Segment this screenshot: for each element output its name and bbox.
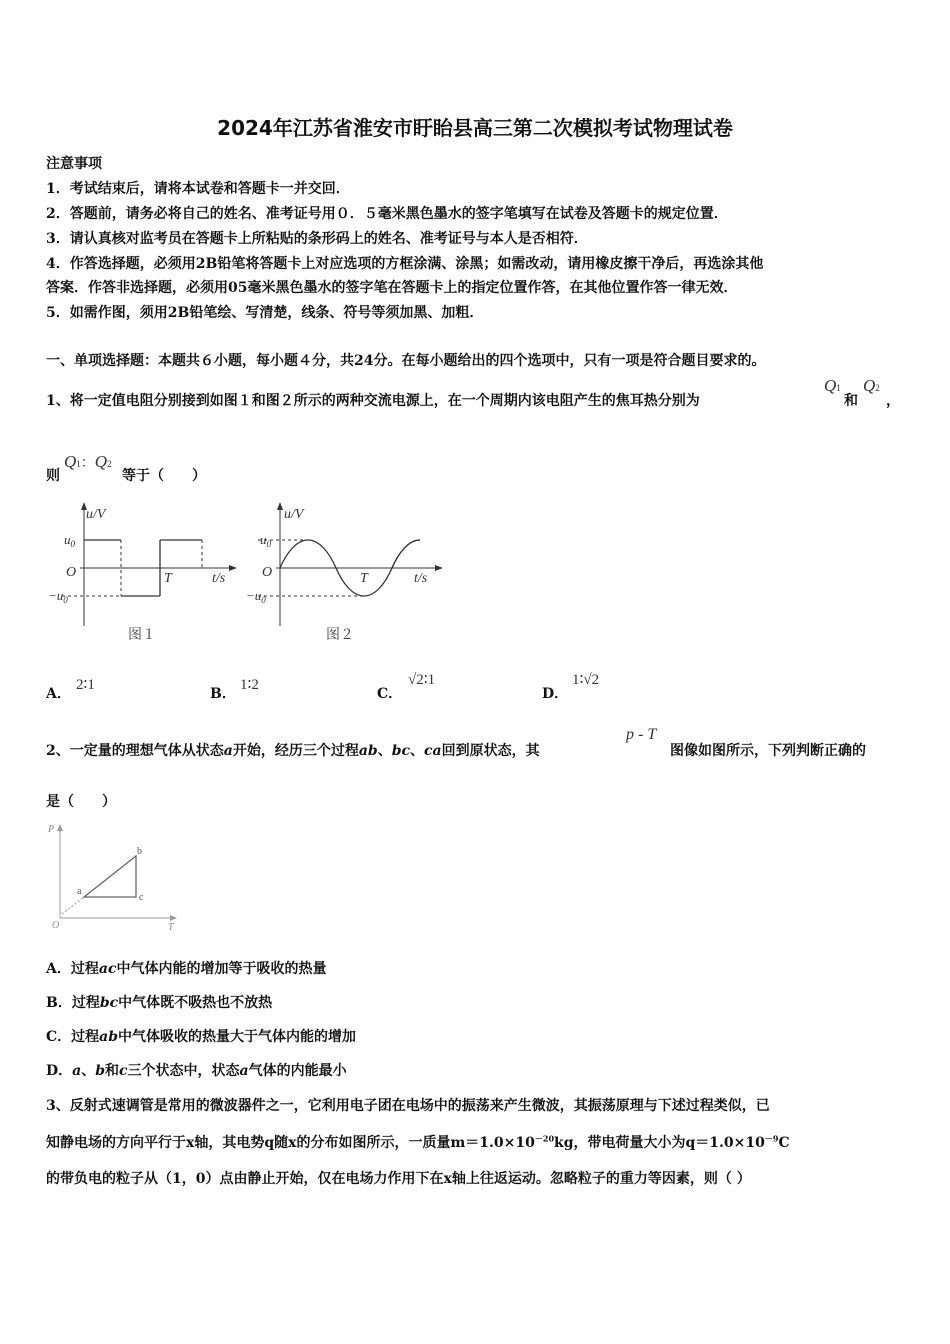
page-title: 2024年江苏省淮安市盱眙县高三第二次模拟考试物理试卷 [217,116,733,140]
q2-stem-end: 图像如图所示，下列判断正确的 [670,743,866,759]
fig1-origin-label: O [66,565,77,580]
notice-item-2: 2．答题前，请务必将自己的姓名、准考证号用０．５毫米黑色墨水的签字笔填写在试卷及答题卡的规定位置． [46,206,728,222]
fig1-x-label: t/s [212,571,226,586]
q1-and: 和 [844,393,858,409]
fig2-x-label: t/s [414,571,428,586]
q3-stem-line1: 3、反射式速调管是常用的微波器件之一，它利用电子团在电场中的振荡来产生微波，其振荡原理与下述过程类似，已 [46,1098,770,1114]
q2-option-D[interactable]: D．a、b和c三个状态中，状态a气体的内能最小 [46,1063,347,1079]
q2-graph-c-label: c [139,892,144,903]
notice-item-4-cont: 答案．作答非选择题，必须用05毫米黑色墨水的签字笔在答题卡上的指定位置作答，在其他位置作答一律无效． [46,280,738,296]
q2-graph-a-label: a [77,886,82,897]
q2-stem-line2: 是（ ） [46,794,116,810]
notice-item-5: 5．如需作图，须用2B铅笔绘、写清楚，线条、符号等须加黑、加粗． [46,305,484,321]
q1-option-B-label[interactable]: B． [210,686,236,702]
figure-2-caption: 图２ [326,627,354,643]
q1-symbol-Q2: Q2 [863,376,880,395]
fig1-y-label: u/V [86,507,106,522]
notice-heading: 注意事项 [46,156,102,172]
q1-option-A-value: 2∶1 [76,677,95,693]
q2-pT-symbol: p - T [626,726,657,743]
q2-option-A[interactable]: A．过程ac中气体内能的增加等于吸收的热量 [46,961,327,977]
q2-stem: 2、一定量的理想气体从状态a开始，经历三个过程ab、bc、ca回到原状态，其 [46,743,540,759]
q1-option-C-label[interactable]: C． [377,686,403,702]
fig2-u0-label: $u_0$ [260,532,271,549]
q1-option-C-value: √2∶1 [408,672,436,688]
fig2-neg-u0-label: $-u_0$ [246,588,266,605]
q2-option-C[interactable]: C．过程ab中气体吸收的热量大于气体内能的增加 [46,1029,357,1045]
q1-comma: ， [886,393,900,409]
fig2-origin-label: O [262,565,273,580]
q2-graph-b-label: b [137,846,142,857]
notice-item-4: 4．作答选择题，必须用2B铅笔将答题卡上对应选项的方框涂满、涂黑；如需改动，请用橡皮擦干净后，再选涂其他 [46,256,764,272]
q2-graph-p-label: P [48,824,55,835]
q2-graph-T-label: T [168,922,174,933]
q1-option-D-value: 1∶√2 [572,672,600,688]
notice-item-1: 1．考试结束后，请将本试卷和答题卡一并交回． [46,181,350,197]
q3-stem-line2: 知静电场的方向平行于x轴，其电势q随x的分布如图所示，一质量$m=1.0\times 10^{-20}kg$，带电荷量大小为$q=1.0\times 10^{-9}C$ [46,1133,790,1151]
q1-stem: 1、将一定值电阻分别接到如图１和图２所示的两种交流电源上，在一个周期内该电阻产生的焦耳热分别为 [46,393,700,409]
fig1-u0-label: $u_0$ [64,532,75,549]
q2-graph-origin-label: O [52,920,60,931]
fig2-y-label: u/V [284,507,304,522]
fig2-T-label: T [360,571,368,586]
q1-symbol-Q1: Q1 [824,376,841,395]
notice-item-3: 3．请认真核对监考员在答题卡上所粘贴的条形码上的姓名、准考证号与本人是否相符． [46,231,588,247]
fig1-T-label: T [164,571,172,586]
section-heading: 一、单项选择题：本题共６小题，每小题４分，共24分。在每小题给出的四个选项中，只有一项是符合题目要求的。 [46,353,766,369]
q1-option-A-label[interactable]: A． [46,686,71,702]
q1-line2-suffix: 等于（ ） [122,468,206,484]
q1-line2-prefix: 则 [46,468,60,484]
q2-pT-graph [44,818,184,933]
q1-option-B-value: 1∶2 [240,677,259,693]
q2-option-B[interactable]: B．过程bc中气体既不吸热也不放热 [46,995,273,1011]
q1-option-D-label[interactable]: D． [542,686,569,702]
q1-ratio-expression: Q1：Q2 [64,452,112,471]
q3-stem-line3: 的带负电的粒子从（1，0）点由静止开始，仅在电场力作用下在x轴上往返运动。忽略粒子的重力等因素，则（ ） [46,1171,751,1187]
fig1-neg-u0-label: $-u_0$ [48,588,68,605]
figure-1-caption: 图１ [128,627,156,643]
